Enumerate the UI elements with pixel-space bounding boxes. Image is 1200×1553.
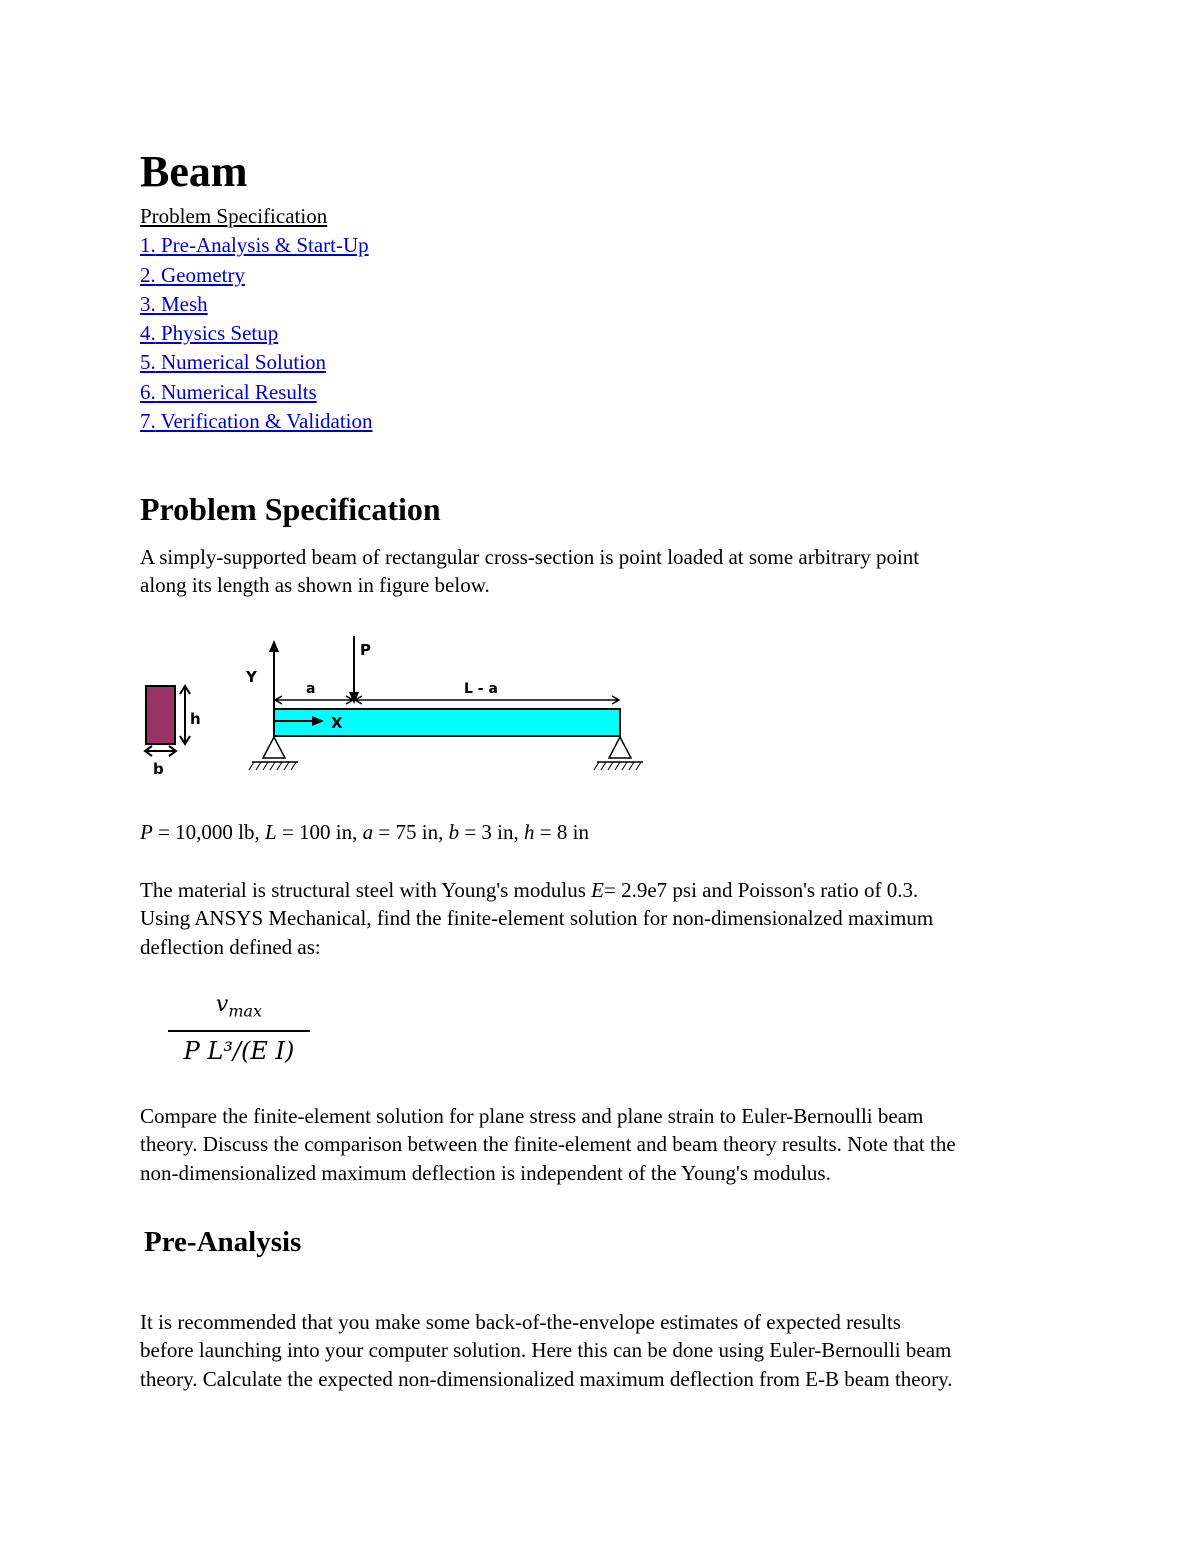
height-dimension-arrow [180, 686, 190, 744]
formula-denominator: P L³/(E I) [183, 1037, 295, 1066]
text-segment: = 2.9e7 psi and Poisson's ratio of 0.3. [603, 878, 919, 902]
toc-label: Verification & Validation [155, 409, 373, 434]
toc-label: Numerical Solution [155, 350, 327, 375]
left-pin-support [249, 737, 298, 770]
label-h: h [190, 710, 201, 728]
label-P: P [360, 641, 371, 659]
dimension-l-minus-a-arrow [355, 696, 619, 704]
symbol-b: b [448, 820, 460, 844]
toc-item-numerical-solution [140, 348, 373, 377]
value-h: = 8 in [534, 820, 589, 844]
text-line: theory. Discuss the comparison between the finite-element and beam theory results. Note that the [140, 1132, 956, 1157]
toc-item-numerical-results [140, 378, 373, 407]
pre-analysis-heading: Pre-Analysis [144, 1226, 302, 1258]
text-line [140, 876, 1070, 904]
value-P: = 10,000 lb, [152, 820, 266, 844]
text-line: Compare the finite-element solution for plane stress and plane strain to Euler-Bernoulli beam [140, 1104, 924, 1128]
material-paragraph [140, 876, 1070, 961]
toc-link-pre-analysis[interactable] [140, 233, 369, 257]
problem-specification-heading: Problem Specification [140, 491, 441, 527]
text-line: along its length as shown in figure below. [140, 573, 490, 598]
toc-link-geometry[interactable] [140, 263, 245, 287]
label-X: X [331, 714, 343, 732]
beam-diagram [130, 630, 660, 780]
symbol-L: L [265, 820, 277, 844]
problem-intro-paragraph [140, 543, 1070, 600]
label-L-minus-a: L - a [464, 681, 498, 697]
formula-variable: v [215, 992, 229, 1017]
right-pin-support [594, 737, 643, 770]
table-of-contents [140, 202, 373, 436]
toc-number: 1. [140, 233, 156, 258]
toc-label: Numerical Results [155, 379, 317, 404]
label-Y: Y [246, 668, 257, 686]
toc-number: 3. [140, 291, 156, 316]
symbol-a: a [362, 820, 374, 844]
text-line: deflection defined as: [140, 934, 321, 959]
formula-numerator [168, 988, 310, 1028]
toc-number: 5. [140, 350, 156, 375]
label-b: b [153, 760, 164, 778]
toc-link-numerical-solution[interactable] [140, 350, 326, 374]
symbol-P: P [140, 820, 153, 844]
beam-rect [274, 709, 620, 736]
text-line: A simply-supported beam of rectangular cross-section is point loaded at some arbitrary point [140, 545, 920, 569]
toc-number: 6. [140, 379, 156, 404]
toc-label: Geometry [155, 262, 245, 287]
toc-label: Pre-Analysis & Start-Up [155, 233, 369, 258]
toc-number: 2. [140, 262, 156, 287]
parameters-line [140, 818, 589, 846]
label-a: a [306, 681, 316, 697]
formula-subscript: max [228, 1001, 263, 1021]
value-a: = 75 in, [373, 820, 449, 844]
toc-number: 4. [140, 321, 156, 346]
toc-label: Physics Setup [155, 321, 279, 346]
value-L: = 100 in, [276, 820, 363, 844]
text-line: non-dimensionalized maximum deflection is independent of the Young's modulus. [140, 1160, 831, 1185]
width-dimension-arrow [145, 746, 176, 756]
toc-item-problem-specification [140, 202, 373, 231]
toc-item-verification-validation [140, 407, 373, 436]
document-title: Beam [140, 147, 248, 196]
toc-link-verification-validation[interactable] [140, 409, 373, 433]
text-line: Using ANSYS Mechanical, find the finite-element solution for non-dimensionalzed maximum [140, 906, 934, 931]
dimension-a-arrow [275, 696, 353, 704]
toc-item-mesh [140, 290, 373, 319]
toc-item-physics-setup [140, 319, 373, 348]
value-b: = 3 in, [459, 820, 525, 844]
compare-paragraph [140, 1102, 1070, 1187]
toc-item-geometry [140, 261, 373, 290]
text-line: It is recommended that you make some back-of-the-envelope estimates of expected results [140, 1310, 901, 1334]
text-segment: The material is structural steel with Young's modulus [140, 878, 592, 902]
cross-section-rect [146, 686, 175, 744]
fraction-bar [168, 1030, 310, 1032]
deflection-formula [168, 988, 310, 1066]
load-arrow [349, 636, 359, 704]
toc-item-pre-analysis [140, 231, 373, 260]
toc-link-numerical-results[interactable] [140, 380, 317, 404]
symbol-h: h [524, 820, 535, 844]
toc-label: Mesh [155, 291, 208, 316]
symbol-E: E [591, 878, 604, 902]
toc-link-physics-setup[interactable] [140, 321, 278, 345]
text-line: theory. Calculate the expected non-dimensionalized maximum deflection from E-B beam theory. [140, 1366, 953, 1391]
toc-link-problem-specification[interactable]: Problem Specification [140, 204, 328, 228]
pre-analysis-paragraph [140, 1308, 1070, 1393]
toc-link-mesh[interactable] [140, 292, 208, 316]
text-line: before launching into your computer solution. Here this can be done using Euler-Bernoulli beam [140, 1338, 952, 1363]
toc-number: 7. [140, 409, 156, 434]
